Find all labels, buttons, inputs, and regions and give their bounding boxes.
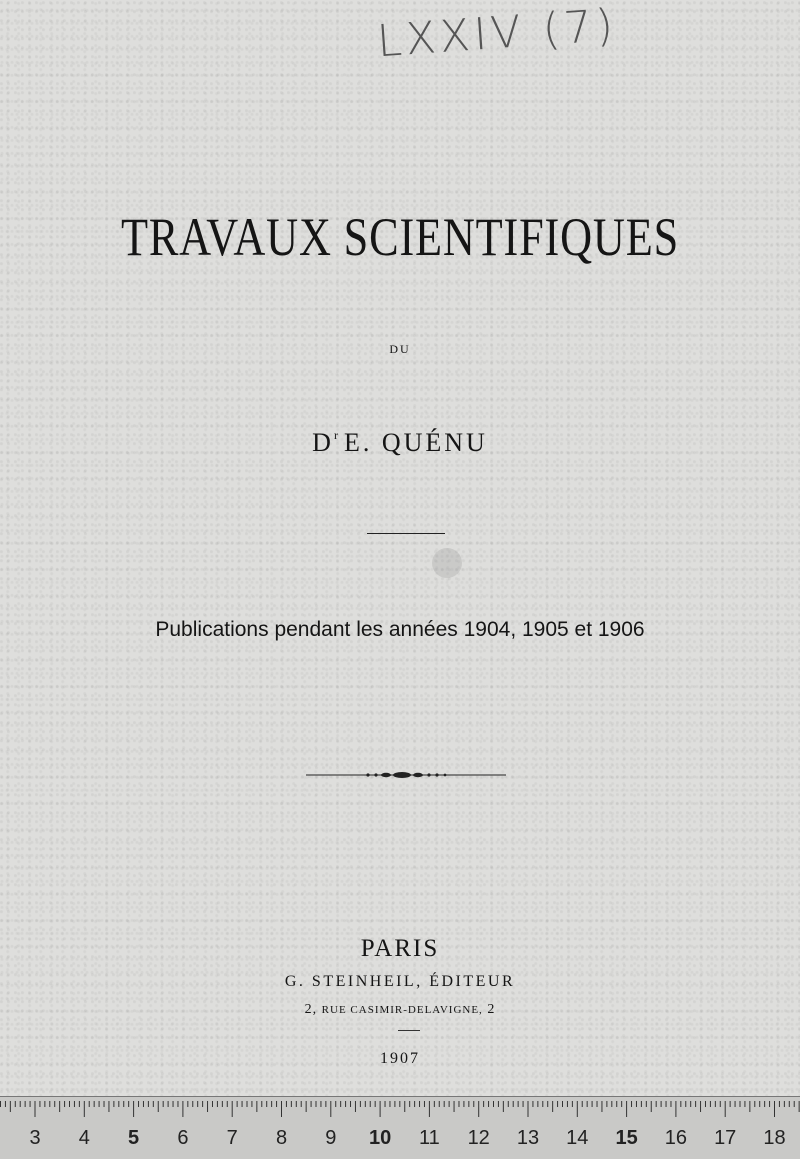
imprint-publisher: G. STEINHEIL, ÉDITEUR [284,973,516,990]
ruler-number: 5 [128,1127,140,1149]
ruler-number: 16 [664,1127,688,1149]
ruler-number: 11 [419,1127,440,1149]
ruler-number: 18 [763,1127,786,1149]
ruler-number: 15 [615,1127,638,1149]
ruler-number: 9 [325,1127,337,1149]
imprint-year: 1907 [380,1050,420,1067]
imprint-place: PARIS [360,935,440,962]
ruler-number: 17 [714,1127,737,1149]
ruler-number: 14 [566,1127,589,1149]
ruler-number: 13 [516,1127,540,1149]
ruler-number: 7 [226,1127,238,1149]
divider-rule [367,533,445,534]
handwritten-shelfmark: LXXIV (7) [375,0,619,68]
ruler-number: 6 [177,1127,189,1149]
document-title: TRAVAUX SCIENTIFIQUES [120,207,680,267]
ornamental-rule [306,767,506,783]
author-name: E. QUÉNU [343,428,488,457]
ruler-number: 10 [368,1127,392,1149]
ruler-ticks [0,1097,800,1127]
author-prefix: D [312,428,334,457]
imprint-address [0,1002,800,1018]
preposition-du: DU [389,342,411,356]
paper-stain [432,548,462,578]
ruler-number: 4 [78,1127,90,1149]
ruler-number: 8 [275,1127,288,1149]
publications-line: Publications pendant les années 1904, 1905 et 1906 [155,618,645,641]
measuring-ruler [0,1096,800,1159]
address-number: 2, [304,1002,318,1017]
address-number-2: 2 [487,1002,496,1017]
author-line [0,428,800,458]
address-street: RUE CASIMIR-DELAVIGNE, [321,1004,483,1016]
ruler-number: 3 [29,1127,41,1149]
author-prefix-superscript: r [333,428,338,442]
ruler-number: 12 [467,1127,490,1149]
imprint-divider [398,1030,420,1031]
